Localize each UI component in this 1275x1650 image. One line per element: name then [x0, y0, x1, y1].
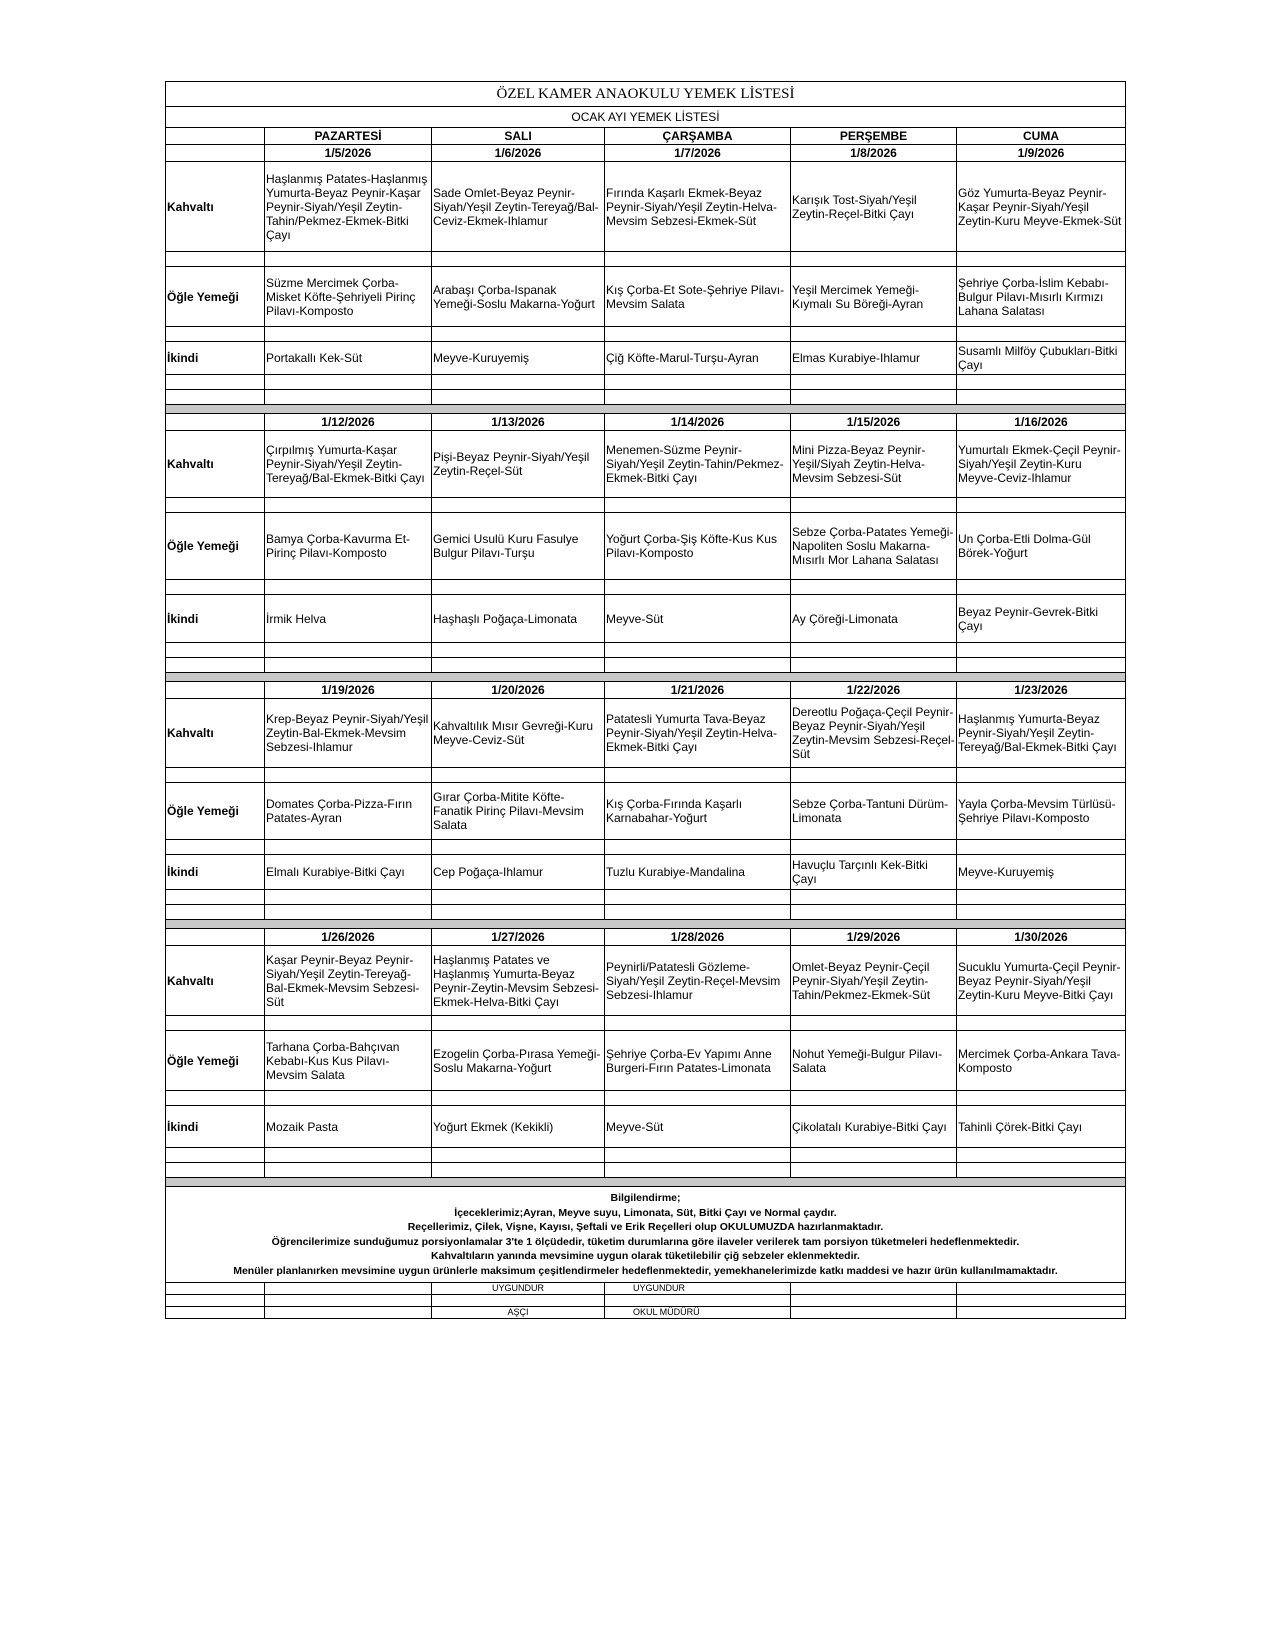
breakfast-row: [166, 946, 1126, 1016]
breakfast-row: [166, 162, 1126, 252]
menu-cell: Dereotlu Poğaça-Çeçil Peynir-Beyaz Peynir-Siyah/Yeşil Zeytin-Mevsim Sebzesi-Reçel-Süt: [791, 699, 957, 768]
signature-cell: OKUL MÜDÜRÜ: [605, 1307, 791, 1319]
empty-cell: [166, 1307, 265, 1319]
empty-cell: [605, 375, 791, 390]
empty-cell: [166, 1016, 265, 1031]
date-cell: 1/6/2026: [432, 145, 605, 162]
breakfast-row: [166, 699, 1126, 768]
empty-cell: [265, 1163, 432, 1178]
empty-cell: [432, 890, 605, 905]
empty-cell: [166, 890, 265, 905]
signature-row: [166, 1295, 1126, 1307]
empty-cell: [265, 658, 432, 673]
empty-cell: [605, 498, 791, 513]
note-line: Menüler planlanırken mevsimine uygun ürünlerle maksimum çeşitlendirmeler hedeflenmektedir, yemekhanelerimizde katkı maddesi ve hazır ürün kullanılmamaktadır.: [233, 1264, 1058, 1277]
empty-cell: [265, 375, 432, 390]
note-line: Kahvaltıların yanında mevsimine uygun olarak tüketilebilir çiğ sebzeler eklenmektedir.: [431, 1250, 860, 1262]
separator-bar: [166, 405, 1126, 414]
menu-cell: Arabaşı Çorba-Ispanak Yemeği-Soslu Makarna-Yoğurt: [432, 267, 605, 327]
empty-cell: [432, 327, 605, 342]
menu-sheet: [165, 81, 1125, 1319]
date-cell: 1/12/2026: [265, 414, 432, 431]
signature-cell: [432, 1295, 605, 1307]
empty-cell: [957, 1295, 1126, 1307]
menu-cell: Sucuklu Yumurta-Çeçil Peynir-Beyaz Peynir-Siyah/Yeşil Zeytin-Kuru Meyve-Bitki Çayı: [957, 946, 1126, 1016]
corner-cell: [166, 414, 265, 431]
menu-table-body: [166, 82, 1126, 1319]
spacer-row: [166, 890, 1126, 905]
menu-cell: Şehriye Çorba-İslim Kebabı-Bulgur Pilavı-Mısırlı Kırmızı Lahana Salatası: [957, 267, 1126, 327]
menu-cell: Süzme Mercimek Çorba-Misket Köfte-Şehriyeli Pirinç Pilavı-Komposto: [265, 267, 432, 327]
empty-cell: [265, 252, 432, 267]
empty-cell: [957, 905, 1126, 920]
empty-cell: [265, 1016, 432, 1031]
dates-row: [166, 682, 1126, 699]
date-cell: 1/19/2026: [265, 682, 432, 699]
empty-cell: [166, 252, 265, 267]
menu-cell: Karışık Tost-Siyah/Yeşil Zeytin-Reçel-Bitki Çayı: [791, 162, 957, 252]
snack-row: [166, 1106, 1126, 1148]
menu-cell: Kış Çorba-Fırında Kaşarlı Karnabahar-Yoğurt: [605, 783, 791, 840]
empty-cell: [605, 252, 791, 267]
empty-cell: [265, 890, 432, 905]
empty-cell: [791, 1091, 957, 1106]
meal-label: İkindi: [166, 342, 265, 375]
empty-cell: [605, 1016, 791, 1031]
week-separator: [166, 673, 1126, 682]
empty-cell: [791, 768, 957, 783]
empty-cell: [166, 375, 265, 390]
dates-row: [166, 414, 1126, 431]
empty-cell: [432, 390, 605, 405]
snack-row: [166, 595, 1126, 643]
menu-cell: Peynirli/Patatesli Gözleme-Siyah/Yeşil Zeytin-Reçel-Mevsim Sebzesi-Ihlamur: [605, 946, 791, 1016]
empty-cell: [432, 1148, 605, 1163]
meal-label: İkindi: [166, 855, 265, 890]
empty-cell: [432, 643, 605, 658]
meal-label: Öğle Yemeği: [166, 267, 265, 327]
empty-cell: [166, 1283, 265, 1295]
day-name: SALI: [432, 128, 605, 145]
empty-cell: [791, 658, 957, 673]
lunch-row: [166, 267, 1126, 327]
menu-cell: Kaşar Peynir-Beyaz Peynir-Siyah/Yeşil Zeytin-Tereyağ-Bal-Ekmek-Mevsim Sebzesi-Süt: [265, 946, 432, 1016]
notes-row: [166, 1187, 1126, 1283]
empty-cell: [166, 390, 265, 405]
empty-cell: [432, 375, 605, 390]
empty-cell: [957, 1016, 1126, 1031]
date-cell: 1/30/2026: [957, 929, 1126, 946]
menu-cell: Çikolatalı Kurabiye-Bitki Çayı: [791, 1106, 957, 1148]
menu-cell: Menemen-Süzme Peynir-Siyah/Yeşil Zeytin-Tahin/Pekmez-Ekmek-Bitki Çayı: [605, 431, 791, 498]
empty-cell: [605, 658, 791, 673]
empty-cell: [957, 1163, 1126, 1178]
empty-cell: [605, 768, 791, 783]
menu-cell: Pişi-Beyaz Peynir-Siyah/Yeşil Zeytin-Reçel-Süt: [432, 431, 605, 498]
week-separator: [166, 920, 1126, 929]
empty-cell: [605, 890, 791, 905]
empty-cell: [265, 1295, 432, 1307]
menu-cell: Mercimek Çorba-Ankara Tava-Komposto: [957, 1031, 1126, 1091]
meal-label: İkindi: [166, 595, 265, 643]
menu-cell: Yeşil Mercimek Yemeği-Kıymalı Su Böreği-Ayran: [791, 267, 957, 327]
empty-cell: [791, 252, 957, 267]
empty-cell: [432, 658, 605, 673]
note-line: İçeceklerimiz;Ayran, Meyve suyu, Limonata, Süt, Bitki Çayı ve Normal çaydır.: [454, 1206, 837, 1219]
empty-cell: [265, 905, 432, 920]
menu-cell: Tarhana Çorba-Bahçıvan Kebabı-Kus Kus Pilavı-Mevsim Salata: [265, 1031, 432, 1091]
empty-cell: [957, 252, 1126, 267]
dates-row: [166, 929, 1126, 946]
empty-cell: [166, 327, 265, 342]
date-cell: 1/9/2026: [957, 145, 1126, 162]
spacer-row: [166, 252, 1126, 267]
spacer-row: [166, 327, 1126, 342]
date-cell: 1/7/2026: [605, 145, 791, 162]
empty-cell: [166, 580, 265, 595]
empty-cell: [957, 327, 1126, 342]
dates-row: [166, 145, 1126, 162]
empty-cell: [957, 1091, 1126, 1106]
menu-cell: Tuzlu Kurabiye-Mandalina: [605, 855, 791, 890]
menu-cell: Cep Poğaça-Ihlamur: [432, 855, 605, 890]
day-name: PAZARTESİ: [265, 128, 432, 145]
empty-cell: [791, 390, 957, 405]
snack-row: [166, 342, 1126, 375]
corner-cell: [166, 128, 265, 145]
meal-label: Kahvaltı: [166, 699, 265, 768]
empty-cell: [791, 375, 957, 390]
menu-cell: Yumurtalı Ekmek-Çeçil Peynir-Siyah/Yeşil Zeytin-Kuru Meyve-Ceviz-Ihlamur: [957, 431, 1126, 498]
meal-label: Kahvaltı: [166, 162, 265, 252]
menu-cell: Sebze Çorba-Tantuni Dürüm-Limonata: [791, 783, 957, 840]
menu-cell: Haşlanmış Yumurta-Beyaz Peynir-Siyah/Yeşil Zeytin-Tereyağ/Bal-Ekmek-Bitki Çayı: [957, 699, 1126, 768]
menu-cell: Şehriye Çorba-Ev Yapımı Anne Burgeri-Fırın Patates-Limonata: [605, 1031, 791, 1091]
menu-cell: Un Çorba-Etli Dolma-Gül Börek-Yoğurt: [957, 513, 1126, 580]
spacer-row: [166, 658, 1126, 673]
spacer-row: [166, 768, 1126, 783]
menu-cell: Kahvaltılık Mısır Gevreği-Kuru Meyve-Ceviz-Süt: [432, 699, 605, 768]
empty-cell: [432, 252, 605, 267]
menu-table: [165, 81, 1126, 1319]
menu-cell: Haşhaşlı Poğaça-Limonata: [432, 595, 605, 643]
menu-cell: Elmas Kurabiye-Ihlamur: [791, 342, 957, 375]
menu-cell: Mini Pizza-Beyaz Peynir-Yeşil/Siyah Zeytin-Helva-Mevsim Sebzesi-Süt: [791, 431, 957, 498]
notes-block: [166, 1187, 1126, 1283]
empty-cell: [791, 1283, 957, 1295]
lunch-row: [166, 783, 1126, 840]
date-cell: 1/13/2026: [432, 414, 605, 431]
subtitle-row: [166, 107, 1126, 128]
menu-cell: Yayla Çorba-Mevsim Türlüsü-Şehriye Pilavı-Komposto: [957, 783, 1126, 840]
empty-cell: [432, 1091, 605, 1106]
signature-row: [166, 1283, 1126, 1295]
note-line: Bilgilendirme;: [610, 1192, 681, 1204]
date-cell: 1/14/2026: [605, 414, 791, 431]
spacer-row: [166, 498, 1126, 513]
page-subtitle: OCAK AYI YEMEK LİSTESİ: [166, 107, 1126, 128]
empty-cell: [791, 498, 957, 513]
empty-cell: [605, 643, 791, 658]
empty-cell: [957, 840, 1126, 855]
date-cell: 1/22/2026: [791, 682, 957, 699]
empty-cell: [166, 643, 265, 658]
spacer-row: [166, 1148, 1126, 1163]
corner-cell: [166, 145, 265, 162]
menu-cell: Kış Çorba-Et Sote-Şehriye Pilavı-Mevsim Salata: [605, 267, 791, 327]
day-name: CUMA: [957, 128, 1126, 145]
empty-cell: [605, 327, 791, 342]
spacer-row: [166, 390, 1126, 405]
empty-cell: [166, 1148, 265, 1163]
empty-cell: [957, 580, 1126, 595]
spacer-row: [166, 580, 1126, 595]
empty-cell: [791, 327, 957, 342]
separator-bar: [166, 673, 1126, 682]
empty-cell: [265, 643, 432, 658]
signature-cell: [605, 1295, 791, 1307]
menu-cell: Beyaz Peynir-Gevrek-Bitki Çayı: [957, 595, 1126, 643]
menu-cell: Krep-Beyaz Peynir-Siyah/Yeşil Zeytin-Bal-Ekmek-Mevsim Sebzesi-Ihlamur: [265, 699, 432, 768]
meal-label: Kahvaltı: [166, 946, 265, 1016]
date-cell: 1/15/2026: [791, 414, 957, 431]
spacer-row: [166, 1016, 1126, 1031]
empty-cell: [166, 840, 265, 855]
menu-cell: Gemici Usulü Kuru Fasulye Bulgur Pilavı-Turşu: [432, 513, 605, 580]
empty-cell: [605, 390, 791, 405]
day-name: ÇARŞAMBA: [605, 128, 791, 145]
note-line: Öğrencilerimize sunduğumuz porsiyonlamalar 3'te 1 ölçüdedir, tüketim durumlarına göre ilaveler verilerek tam porsiyon tüketmeleri hedeflenmektedir.: [271, 1235, 1020, 1248]
snack-row: [166, 855, 1126, 890]
empty-cell: [265, 580, 432, 595]
menu-cell: Meyve-Süt: [605, 595, 791, 643]
empty-cell: [265, 1091, 432, 1106]
empty-cell: [791, 840, 957, 855]
empty-cell: [791, 643, 957, 658]
empty-cell: [605, 1163, 791, 1178]
empty-cell: [166, 1295, 265, 1307]
separator-bar: [166, 920, 1126, 929]
menu-cell: Meyve-Süt: [605, 1106, 791, 1148]
date-cell: 1/21/2026: [605, 682, 791, 699]
menu-cell: Ezogelin Çorba-Pırasa Yemeği-Soslu Makarna-Yoğurt: [432, 1031, 605, 1091]
empty-cell: [791, 1307, 957, 1319]
empty-cell: [265, 1148, 432, 1163]
empty-cell: [791, 580, 957, 595]
empty-cell: [957, 375, 1126, 390]
empty-cell: [791, 1163, 957, 1178]
empty-cell: [265, 768, 432, 783]
empty-cell: [791, 1016, 957, 1031]
empty-cell: [432, 498, 605, 513]
empty-cell: [791, 890, 957, 905]
menu-cell: Portakallı Kek-Süt: [265, 342, 432, 375]
menu-cell: Haşlanmış Patates ve Haşlanmış Yumurta-Beyaz Peynir-Zeytin-Mevsim Sebzesi-Ekmek-Helva-Bitki Çayı: [432, 946, 605, 1016]
empty-cell: [957, 1283, 1126, 1295]
menu-cell: Yoğurt Ekmek (Kekikli): [432, 1106, 605, 1148]
menu-cell: Omlet-Beyaz Peynir-Çeçil Peynir-Siyah/Yeşil Zeytin-Tahin/Pekmez-Ekmek-Süt: [791, 946, 957, 1016]
empty-cell: [605, 840, 791, 855]
empty-cell: [957, 1307, 1126, 1319]
menu-cell: Havuçlu Tarçınlı Kek-Bitki Çayı: [791, 855, 957, 890]
empty-cell: [265, 390, 432, 405]
notes-separator: [166, 1178, 1126, 1187]
empty-cell: [605, 580, 791, 595]
menu-cell: Çiğ Köfte-Marul-Turşu-Ayran: [605, 342, 791, 375]
menu-cell: Çırpılmış Yumurta-Kaşar Peynir-Siyah/Yeşil Zeytin-Tereyağ/Bal-Ekmek-Bitki Çayı: [265, 431, 432, 498]
meal-label: Öğle Yemeği: [166, 1031, 265, 1091]
menu-cell: Haşlanmış Patates-Haşlanmış Yumurta-Beyaz Peynir-Kaşar Peynir-Siyah/Yeşil Zeytin-Tahin/Pekmez-Ekmek-Bitki Çayı: [265, 162, 432, 252]
empty-cell: [957, 890, 1126, 905]
date-cell: 1/8/2026: [791, 145, 957, 162]
empty-cell: [166, 498, 265, 513]
menu-cell: Meyve-Kuruyemiş: [432, 342, 605, 375]
empty-cell: [432, 905, 605, 920]
empty-cell: [957, 498, 1126, 513]
date-cell: 1/26/2026: [265, 929, 432, 946]
empty-cell: [957, 768, 1126, 783]
corner-cell: [166, 929, 265, 946]
empty-cell: [605, 1091, 791, 1106]
empty-cell: [432, 580, 605, 595]
empty-cell: [166, 1091, 265, 1106]
menu-cell: Bamya Çorba-Kavurma Et-Pirinç Pilavı-Komposto: [265, 513, 432, 580]
menu-cell: Gırar Çorba-Mitite Köfte-Fanatik Pirinç Pilavı-Mevsim Salata: [432, 783, 605, 840]
menu-cell: Tahinli Çörek-Bitki Çayı: [957, 1106, 1126, 1148]
day-name: PERŞEMBE: [791, 128, 957, 145]
meal-label: Öğle Yemeği: [166, 783, 265, 840]
corner-cell: [166, 682, 265, 699]
week-separator: [166, 405, 1126, 414]
empty-cell: [166, 905, 265, 920]
empty-cell: [265, 1307, 432, 1319]
empty-cell: [432, 1016, 605, 1031]
empty-cell: [432, 840, 605, 855]
menu-cell: Fırında Kaşarlı Ekmek-Beyaz Peynir-Siyah/Yeşil Zeytin-Helva-Mevsim Sebzesi-Ekmek-Süt: [605, 162, 791, 252]
menu-cell: Mozaik Pasta: [265, 1106, 432, 1148]
empty-cell: [957, 1148, 1126, 1163]
spacer-row: [166, 840, 1126, 855]
empty-cell: [166, 768, 265, 783]
menu-cell: Ay Çöreği-Limonata: [791, 595, 957, 643]
empty-cell: [957, 658, 1126, 673]
breakfast-row: [166, 431, 1126, 498]
menu-cell: İrmik Helva: [265, 595, 432, 643]
note-line: Reçellerimiz, Çilek, Vişne, Kayısı, Şeftali ve Erik Reçelleri olup OKULUMUZDA hazırlanmaktadır.: [407, 1221, 884, 1233]
day-names-row: [166, 128, 1126, 145]
empty-cell: [791, 1295, 957, 1307]
spacer-row: [166, 375, 1126, 390]
empty-cell: [957, 390, 1126, 405]
date-cell: 1/28/2026: [605, 929, 791, 946]
menu-cell: Meyve-Kuruyemiş: [957, 855, 1126, 890]
empty-cell: [166, 1163, 265, 1178]
date-cell: 1/27/2026: [432, 929, 605, 946]
empty-cell: [791, 905, 957, 920]
menu-cell: Susamlı Milföy Çubukları-Bitki Çayı: [957, 342, 1126, 375]
empty-cell: [265, 1283, 432, 1295]
menu-cell: Elmalı Kurabiye-Bitki Çayı: [265, 855, 432, 890]
page-title: ÖZEL KAMER ANAOKULU YEMEK LİSTESİ: [166, 82, 1126, 107]
signature-row: [166, 1307, 1126, 1319]
empty-cell: [432, 1163, 605, 1178]
menu-cell: Domates Çorba-Pizza-Fırın Patates-Ayran: [265, 783, 432, 840]
empty-cell: [605, 1148, 791, 1163]
empty-cell: [166, 658, 265, 673]
spacer-row: [166, 905, 1126, 920]
menu-cell: Göz Yumurta-Beyaz Peynir-Kaşar Peynir-Siyah/Yeşil Zeytin-Kuru Meyve-Ekmek-Süt: [957, 162, 1126, 252]
signature-cell: AŞÇI: [432, 1307, 605, 1319]
spacer-row: [166, 1163, 1126, 1178]
date-cell: 1/16/2026: [957, 414, 1126, 431]
empty-cell: [605, 905, 791, 920]
empty-cell: [791, 1148, 957, 1163]
signature-cell: UYGUNDUR: [605, 1283, 791, 1295]
signature-cell: UYGUNDUR: [432, 1283, 605, 1295]
spacer-row: [166, 1091, 1126, 1106]
meal-label: Kahvaltı: [166, 431, 265, 498]
meal-label: Öğle Yemeği: [166, 513, 265, 580]
empty-cell: [265, 498, 432, 513]
empty-cell: [265, 840, 432, 855]
empty-cell: [957, 643, 1126, 658]
empty-cell: [432, 768, 605, 783]
date-cell: 1/23/2026: [957, 682, 1126, 699]
menu-cell: Nohut Yemeği-Bulgur Pilavı-Salata: [791, 1031, 957, 1091]
menu-cell: Sade Omlet-Beyaz Peynir-Siyah/Yeşil Zeytin-Tereyağ/Bal-Ceviz-Ekmek-Ihlamur: [432, 162, 605, 252]
lunch-row: [166, 513, 1126, 580]
date-cell: 1/20/2026: [432, 682, 605, 699]
menu-cell: Yoğurt Çorba-Şiş Köfte-Kus Kus Pilavı-Komposto: [605, 513, 791, 580]
date-cell: 1/5/2026: [265, 145, 432, 162]
spacer-row: [166, 643, 1126, 658]
lunch-row: [166, 1031, 1126, 1091]
menu-cell: Patatesli Yumurta Tava-Beyaz Peynir-Siyah/Yeşil Zeytin-Helva-Ekmek-Bitki Çayı: [605, 699, 791, 768]
title-row: [166, 82, 1126, 107]
separator-bar: [166, 1178, 1126, 1187]
date-cell: 1/29/2026: [791, 929, 957, 946]
menu-cell: Sebze Çorba-Patates Yemeği-Napoliten Soslu Makarna-Mısırlı Mor Lahana Salatası: [791, 513, 957, 580]
empty-cell: [265, 327, 432, 342]
meal-label: İkindi: [166, 1106, 265, 1148]
